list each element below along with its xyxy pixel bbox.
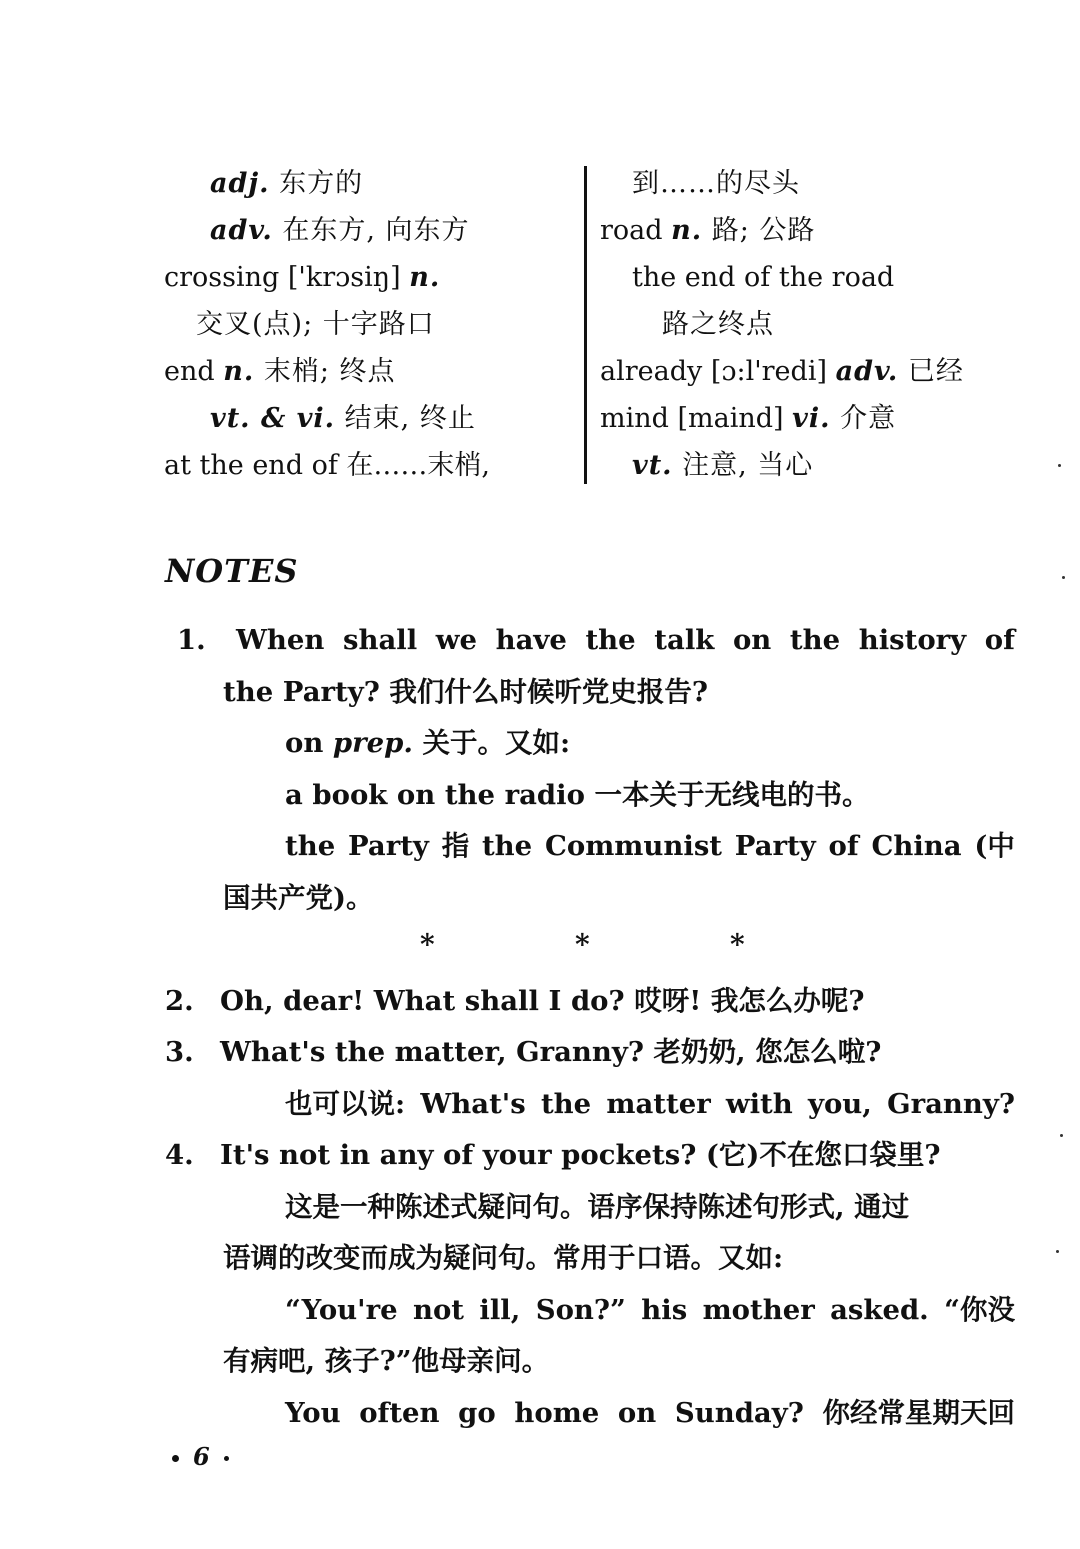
word: you,	[807, 1087, 872, 1120]
vocabulary-text: road	[600, 215, 672, 246]
word: matter	[606, 1087, 711, 1120]
note-3-sub	[165, 1079, 1015, 1131]
note-1-line-3	[165, 718, 1015, 770]
note-text: It's not in any of your pockets? (它)不在您口袋里?	[220, 1139, 941, 1171]
part-of-speech: vt.	[632, 450, 673, 481]
vocabulary-entry-line	[164, 348, 584, 395]
vocabulary-entry-line	[164, 395, 584, 442]
word: the	[285, 830, 336, 862]
vocabulary-entry-line	[600, 301, 1030, 348]
note-4-line-2: 这是一种陈述式疑问句。语序保持陈述句形式, 通过	[285, 1190, 910, 1223]
vocabulary-text: 介意	[830, 403, 897, 434]
word: home	[514, 1396, 600, 1429]
word: When	[236, 624, 325, 656]
vocabulary-entry-line	[164, 207, 584, 254]
note-1-line-5	[165, 821, 1015, 873]
word: 也可以说:	[285, 1087, 406, 1120]
note-text: on	[285, 727, 333, 759]
vocabulary-text: 东方的	[269, 168, 364, 199]
star-mark: *	[420, 928, 435, 961]
word: 指	[441, 830, 470, 862]
bullet-dot	[172, 1455, 179, 1462]
vocabulary-entry-line	[600, 442, 1030, 489]
vocabulary-entry-line	[600, 160, 1030, 207]
vocabulary-text: 路; 公路	[702, 215, 816, 246]
word: What's	[420, 1087, 526, 1120]
note-4-line-4	[165, 1285, 1015, 1337]
note-text: 关于。又如:	[412, 727, 571, 759]
part-of-speech: vt. & vi.	[210, 403, 336, 434]
word: You	[285, 1396, 341, 1429]
word: Granny?	[887, 1087, 1015, 1120]
scan-speck	[1062, 576, 1065, 579]
vocabulary-text: 到……的尽头	[632, 168, 800, 199]
word: mother	[702, 1293, 815, 1326]
note-2	[165, 976, 1015, 1028]
vocabulary-text: 注意, 当心	[672, 450, 814, 481]
vocabulary-text: at the end of 在……末梢,	[164, 450, 490, 481]
word: history	[858, 624, 967, 656]
note-1-line-4: a book on the radio 一本关于无线电的书。	[285, 778, 870, 811]
vocabulary-entry-line	[600, 395, 1030, 442]
word: on	[617, 1396, 657, 1429]
note-4-line-4-words	[285, 1285, 1015, 1337]
word: “你没	[944, 1293, 1015, 1326]
vocabulary-text: 路之终点	[662, 309, 774, 340]
note-text: What's the matter, Granny? 老奶奶, 您怎么啦?	[220, 1036, 882, 1068]
word: Party	[734, 830, 816, 862]
note-4-line-6-words	[285, 1388, 1015, 1440]
note-1-line-2: the Party? 我们什么时候听党史报告?	[223, 675, 708, 708]
note-4-line-5: 有病吧, 孩子?”他母亲问。	[223, 1345, 550, 1377]
word: of	[984, 624, 1015, 656]
note-text: Oh, dear! What shall I do? 哎呀! 我怎么办呢?	[220, 984, 865, 1017]
vocabulary-list	[160, 160, 1030, 490]
part-of-speech: prep.	[332, 727, 413, 759]
page-number-text: 6	[193, 1442, 210, 1471]
note-4-line-3: 语调的改变而成为疑问句。常用于口语。又如:	[223, 1242, 784, 1274]
vocabulary-entry-line	[164, 442, 584, 489]
vocabulary-entry-line	[164, 160, 584, 207]
note-number: 1.	[177, 624, 206, 656]
word: talk	[654, 624, 715, 656]
word: the	[789, 624, 841, 656]
part-of-speech: vi.	[792, 403, 831, 434]
vocabulary-text: 结束, 终止	[335, 403, 476, 434]
section-separator-stars	[400, 928, 760, 968]
word: on	[732, 624, 772, 656]
word: often	[359, 1396, 440, 1429]
word: not	[412, 1293, 465, 1326]
part-of-speech: n.	[409, 262, 441, 293]
vocabulary-column-right	[600, 160, 1030, 489]
word: of	[828, 830, 859, 862]
note-4	[165, 1130, 1015, 1182]
notes-heading: NOTES	[165, 552, 299, 590]
vocabulary-text: 末梢; 终点	[254, 356, 396, 387]
word: shall	[342, 624, 418, 656]
word: “You're	[285, 1293, 398, 1326]
vocabulary-text: crossing ['krɔsiŋ]	[164, 262, 410, 293]
vocabulary-column-left	[164, 160, 584, 489]
word: Son?”	[535, 1293, 626, 1326]
vocabulary-entry-line	[600, 348, 1030, 395]
word: the	[481, 830, 533, 862]
word: China	[871, 830, 962, 862]
word: have	[495, 624, 567, 656]
vocabulary-entry-line	[164, 301, 584, 348]
word: go	[458, 1396, 496, 1429]
word: his	[641, 1293, 688, 1326]
scan-speck	[1060, 1134, 1063, 1137]
word: with	[725, 1087, 793, 1120]
column-divider	[584, 166, 587, 484]
note-1-line-6: 国共产党)。	[223, 881, 374, 914]
note-3	[165, 1027, 1015, 1079]
vocabulary-text: mind [maind]	[600, 403, 793, 434]
vocabulary-text: already [ɔ:l'redi]	[600, 356, 836, 387]
vocabulary-text: end	[164, 356, 224, 387]
bullet-dot	[224, 1456, 229, 1461]
vocabulary-entry-line	[600, 254, 1030, 301]
note-number: 2.	[165, 984, 194, 1017]
vocabulary-text: 交叉(点); 十字路口	[196, 309, 435, 340]
word: the	[540, 1087, 592, 1120]
notes-section	[165, 615, 1015, 1439]
page-number	[168, 1442, 243, 1471]
word: Party	[347, 830, 429, 862]
word: Communist	[544, 830, 723, 862]
vocabulary-entry-line	[164, 254, 584, 301]
vocabulary-text: 在东方, 向东方	[272, 215, 470, 246]
note-1-question	[232, 615, 1015, 667]
word: 你经常星期天回	[822, 1396, 1015, 1429]
part-of-speech: n.	[671, 215, 703, 246]
part-of-speech: adv.	[210, 215, 273, 246]
word: Sunday?	[674, 1396, 804, 1429]
word: we	[435, 624, 477, 656]
word: (中	[974, 830, 1015, 862]
scan-speck	[1056, 1250, 1059, 1253]
word: asked.	[830, 1293, 929, 1326]
note-1-line-1	[165, 615, 1015, 667]
note-number: 3.	[165, 1036, 194, 1068]
vocabulary-text: the end of the road	[632, 262, 895, 293]
part-of-speech: n.	[223, 356, 255, 387]
note-number: 4.	[165, 1139, 194, 1171]
note-1-line-5-words	[285, 821, 1015, 873]
word: ill,	[479, 1293, 521, 1326]
note-4-line-6	[165, 1388, 1015, 1440]
part-of-speech: adj.	[210, 168, 270, 199]
scan-speck	[1058, 464, 1061, 467]
note-3-sub-words	[285, 1079, 1015, 1131]
part-of-speech: adv.	[835, 356, 899, 387]
star-mark: *	[575, 928, 590, 961]
word: the	[585, 624, 636, 656]
vocabulary-text: 已经	[898, 356, 964, 387]
vocabulary-entry-line	[600, 207, 1030, 254]
star-mark: *	[730, 928, 745, 961]
